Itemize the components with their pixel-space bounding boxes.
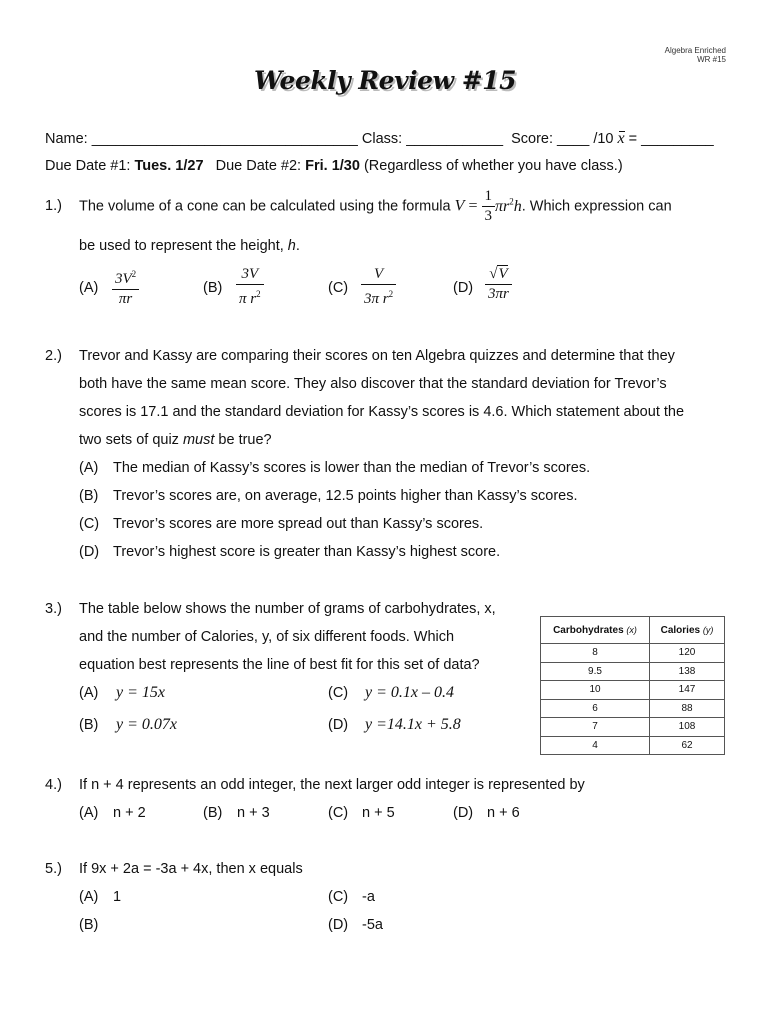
q2-number: 2.) (45, 348, 62, 364)
q3-option-b[interactable]: (B) y = 0.07x (79, 716, 177, 733)
col-header-calories: Calories (y) (650, 617, 725, 644)
q2-option-a[interactable]: (A) The median of Kassy’s scores is lower than the median of Trevor’s scores. (79, 460, 591, 476)
class-blank: ____________ (406, 131, 504, 147)
page-title: Weekly Review #15 (254, 66, 516, 95)
score-blank: ____ (557, 131, 590, 147)
due-date-1: Tues. 1/27 (134, 158, 204, 174)
q4-text: If n + 4 represents an odd integer, the next larger odd integer is represented by (79, 777, 585, 793)
table-row: 8 120 (541, 644, 725, 663)
q2-line2: both have the same mean score. They also discover that the standard deviation for Trevor’s (79, 376, 667, 392)
q3-number: 3.) (45, 601, 62, 617)
table-row: 4 62 (541, 736, 725, 755)
q4-option-d[interactable]: (D) n + 6 (453, 805, 520, 821)
table-row: 6 88 (541, 699, 725, 718)
q2-option-c[interactable]: (C) Trevor’s scores are more spread out than Kassy’s scores. (79, 516, 484, 532)
q4-option-b[interactable]: (B) n + 3 (203, 805, 270, 821)
q1-option-c[interactable]: (C) (328, 280, 349, 296)
q5-option-c[interactable]: (C) -a (328, 889, 375, 905)
q3-line1: The table below shows the number of grams of carbohydrates, x, (79, 601, 496, 617)
q3-option-a[interactable]: (A) y = 15x (79, 684, 165, 701)
q1-option-b[interactable]: (B) (203, 280, 223, 296)
col-header-carbohydrates: Carbohydrates (x) (541, 617, 650, 644)
q3-line3: equation best represents the line of best fit for this set of data? (79, 657, 480, 673)
q1-option-a-fraction: $\frac{3V^2}{\pi r}$ (112, 266, 139, 308)
square-root-icon: √ (489, 266, 498, 282)
cone-formula-fraction: $\frac{1}{3}$ (482, 188, 496, 225)
course-label: Algebra Enriched WR #15 (664, 46, 726, 64)
q1-text-line2: be used to represent the height, h. (79, 238, 300, 254)
xbar-blank: _________ (641, 131, 714, 147)
table-row: 10 147 (541, 681, 725, 700)
q1-option-c-fraction: $\frac{V}{3\pi r^2}$ (361, 266, 396, 308)
q5-option-b[interactable]: (B) (79, 917, 99, 933)
q4-number: 4.) (45, 777, 62, 793)
q1-option-d[interactable]: (D) (453, 280, 474, 296)
q1-text: The volume of a cone can be calculated using the formula V = $\frac{1}{3}$ $\pi r^2h$. Which expression can (79, 188, 672, 224)
due-date-2: Fri. 1/30 (305, 158, 360, 174)
q2-option-b[interactable]: (B) Trevor’s scores are, on average, 12.5 points higher than Kassy’s scores. (79, 488, 578, 504)
q5-option-a[interactable]: (A) 1 (79, 889, 122, 905)
q1-option-d-fraction: $\frac{√V}{3\pi r}$ (485, 266, 512, 303)
due-dates-line: Due Date #1: Tues. 1/27 Due Date #2: Fri. 1/30 (Regardless of whether you have class.) (45, 158, 623, 174)
q2-option-d[interactable]: (D) Trevor’s highest score is greater than Kassy’s highest score. (79, 544, 501, 560)
xbar-symbol: x (617, 130, 625, 147)
q2-line4: two sets of quiz must be true? (79, 432, 272, 448)
q2-line1: Trevor and Kassy are comparing their scores on ten Algebra quizzes and determine that they (79, 348, 675, 364)
table-row: 7 108 (541, 718, 725, 737)
q1-option-b-fraction: $\frac{3V}{\pi r^2}$ (236, 266, 264, 308)
q3-line2: and the number of Calories, y, of six different foods. Which (79, 629, 455, 645)
q5-option-d[interactable]: (D) -5a (328, 917, 383, 933)
q2-line3: scores is 17.1 and the standard deviation for Kassy’s scores is 4.6. Which statement about the (79, 404, 685, 420)
carbs-calories-table (540, 616, 725, 755)
name-blank: _________________________________ (91, 131, 358, 147)
q3-option-d[interactable]: (D) y =14.1x + 5.8 (328, 716, 461, 733)
q4-option-c[interactable]: (C) n + 5 (328, 805, 395, 821)
table-header-row (541, 617, 725, 644)
table-row: 9.5 138 (541, 662, 725, 681)
q1-option-a[interactable]: (A) (79, 280, 99, 296)
q4-option-a[interactable]: (A) n + 2 (79, 805, 146, 821)
info-line: Name: _________________________________ Class: ____________ Score: ____ /10 x = _________ (45, 130, 714, 147)
q5-text: If 9x + 2a = -3a + 4x, then x equals (79, 861, 303, 877)
q3-option-c[interactable]: (C) y = 0.1x – 0.4 (328, 684, 454, 701)
q1-number: 1.) (45, 198, 62, 214)
q5-number: 5.) (45, 861, 62, 877)
